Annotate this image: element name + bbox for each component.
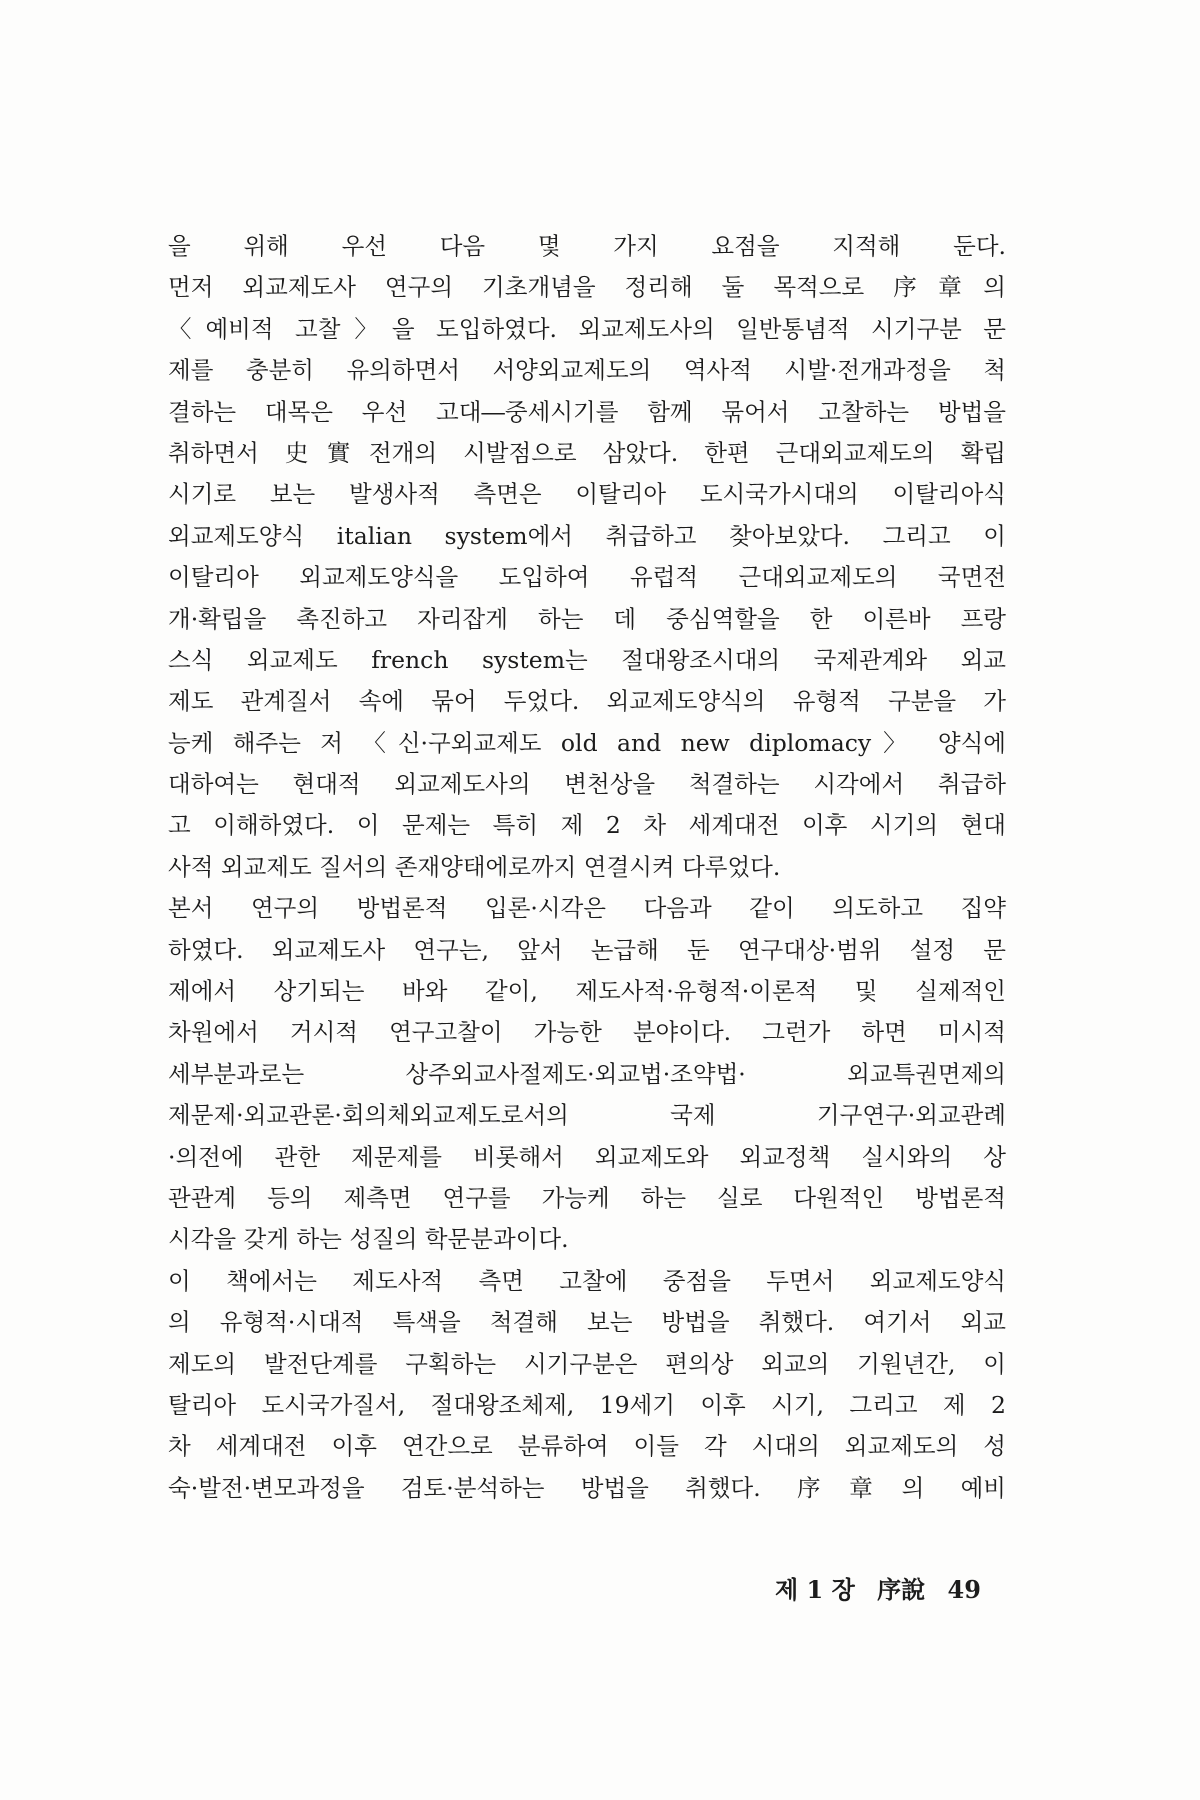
text-line: 사적 외교제도 질서의 존재양태에로까지 연결시켜 다루었다. bbox=[168, 852, 781, 881]
body-text bbox=[168, 226, 1006, 1509]
text-line: 취하면서 史實전개의 시발점으로 삼았다. 한편 근대외교제도의 확립 bbox=[168, 438, 1006, 467]
text-line: 본서 연구의 방법론적 입론·시각은 다음과 같이 의도하고 집약 bbox=[168, 894, 1006, 923]
text-line: 제에서 상기되는 바와 같이, 제도사적·유형적·이론적 및 실제적인 bbox=[168, 977, 1006, 1006]
text-line: 세부분과로는 상주외교사절제도·외교법·조약법· 외교특권면제의 bbox=[168, 1059, 1006, 1088]
text-line: 이 책에서는 제도사적 측면 고찰에 중점을 두면서 외교제도양식 bbox=[168, 1266, 1006, 1295]
text-line: 제도의 발전단계를 구획하는 시기구분은 편의상 외교의 기원년간, 이 bbox=[168, 1349, 1006, 1378]
text-line: 스식 외교제도 french system는 절대왕조시대의 국제관계와 외교 bbox=[168, 645, 1006, 674]
text-line: 관관계 등의 제측면 연구를 가능케 하는 실로 다원적인 방법론적 bbox=[168, 1183, 1006, 1212]
text-line: 대하여는 현대적 외교제도사의 변천상을 척결하는 시각에서 취급하 bbox=[168, 770, 1006, 799]
text-line: 개·확립을 촉진하고 자리잡게 하는 데 중심역할을 한 이른바 프랑 bbox=[168, 604, 1006, 633]
text-line: 차 세계대전 이후 연간으로 분류하여 이들 각 시대의 외교제도의 성 bbox=[168, 1432, 1006, 1461]
text-line: 의 유형적·시대적 특색을 척결해 보는 방법을 취했다. 여기서 외교 bbox=[168, 1308, 1006, 1337]
section-title: 序說 bbox=[877, 1575, 926, 1604]
text-line: 제를 충분히 유의하면서 서양외교제도의 역사적 시발·전개과정을 척 bbox=[168, 356, 1006, 385]
text-line: 제문제·외교관론·회의체외교제도로서의 국제 기구연구·외교관례 bbox=[168, 1101, 1006, 1130]
text-line: 시각을 갖게 하는 성질의 학문분과이다. bbox=[168, 1225, 569, 1254]
text-line: 이탈리아 외교제도양식을 도입하여 유럽적 근대외교제도의 국면전 bbox=[168, 563, 1006, 592]
text-line: 차원에서 거시적 연구고찰이 가능한 분야이다. 그런가 하면 미시적 bbox=[168, 1018, 1006, 1047]
text-line: 시기로 보는 발생사적 측면은 이탈리아 도시국가시대의 이탈리아식 bbox=[168, 480, 1006, 509]
text-line: 먼저 외교제도사 연구의 기초개념을 정리해 둘 목적으로 序章의 bbox=[168, 273, 1006, 302]
text-line: 을 위해 우선 다음 몇 가지 요점을 지적해 둔다. bbox=[168, 232, 1006, 260]
text-line: 〈예비적 고찰〉을 도입하였다. 외교제도사의 일반통념적 시기구분 문 bbox=[168, 314, 1006, 343]
text-line: 외교제도양식 italian system에서 취급하고 찾아보았다. 그리고 이 bbox=[168, 521, 1006, 550]
text-line: 능케 해주는 저 〈신·구외교제도 old and new diplomacy〉 양식에 bbox=[168, 728, 1006, 757]
page-number: 49 bbox=[947, 1575, 981, 1604]
text-line: 하였다. 외교제도사 연구는, 앞서 논급해 둔 연구대상·범위 설정 문 bbox=[168, 935, 1006, 964]
text-line: 탈리아 도시국가질서, 절대왕조체제, 19세기 이후 시기, 그리고 제 2 bbox=[168, 1390, 1006, 1419]
text-line: 결하는 대목은 우선 고대―중세시기를 함께 묶어서 고찰하는 방법을 bbox=[168, 397, 1006, 426]
chapter-label: 제 1 장 bbox=[775, 1575, 855, 1604]
text-line: ·의전에 관한 제문제를 비롯해서 외교제도와 외교정책 실시와의 상 bbox=[168, 1142, 1006, 1171]
text-line: 고 이해하였다. 이 문제는 특히 제 2 차 세계대전 이후 시기의 현대 bbox=[168, 811, 1006, 840]
running-footer bbox=[775, 1570, 981, 1605]
text-line: 제도 관계질서 속에 묶어 두었다. 외교제도양식의 유형적 구분을 가 bbox=[168, 687, 1006, 716]
text-line: 숙·발전·변모과정을 검토·분석하는 방법을 취했다. 序章의 예비 bbox=[168, 1473, 1006, 1502]
